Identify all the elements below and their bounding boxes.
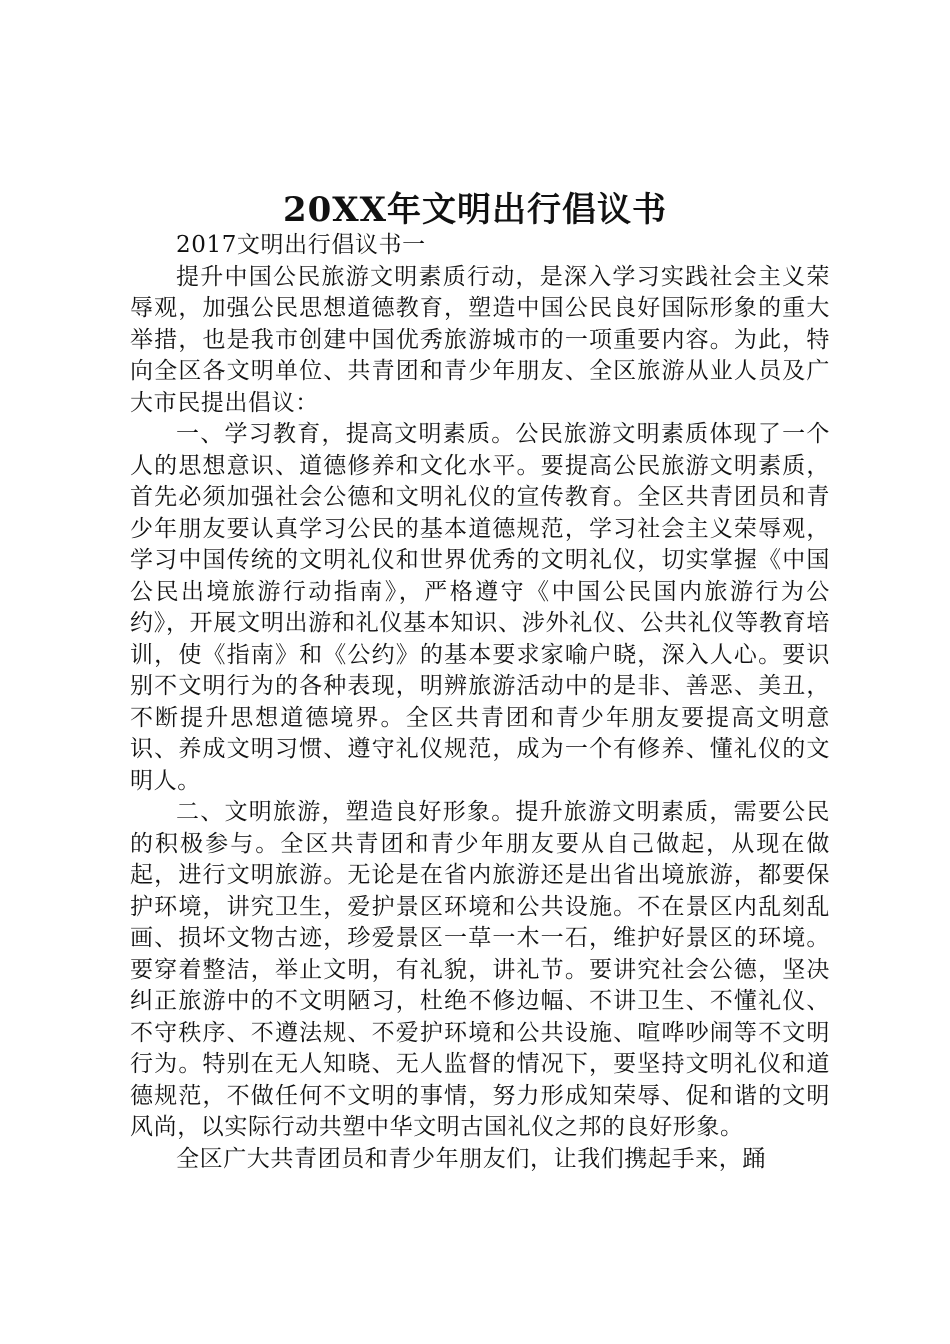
document-body: [130, 230, 830, 1175]
paragraph-intro: 提升中国公民旅游文明素质行动，是深入学习实践社会主义荣辱观，加强公民思想道德教育，塑造中国公民良好国际形象的重大举措，也是我市创建中国优秀旅游城市的一项重要内容。为此，特向全区各文明单位、共青团和青少年朋友、全区旅游从业人员及广大市民提出倡议：: [130, 263, 830, 416]
paragraph-closing: 全区广大共青团员和青少年朋友们，让我们携起手来，踊: [176, 1145, 766, 1172]
paragraph-section-two: 二、文明旅游，塑造良好形象。提升旅游文明素质，需要公民的积极参与。全区共青团和青少年朋友要从自己做起，从现在做起，进行文明旅游。无论是在省内旅游还是出省出境旅游，都要保护环境，讲究卫生，爱护景区环境和公共设施。不在景区内乱刻乱画、损坏文物古迹，珍爱景区一草一木一石，维护好景区的环境。要穿着整洁，举止文明，有礼貌，讲礼节。要讲究社会公德，坚决纠正旅游中的不文明陋习，杜绝不修边幅、不讲卫生、不懂礼仪、不守秩序、不遵法规、不爱护环境和公共设施、喧哗吵闹等不文明行为。特别在无人知晓、无人监督的情况下，要坚持文明礼仪和道德规范，不做任何不文明的事情，努力形成知荣辱、促和谐的文明风尚，以实际行动共塑中华文明古国礼仪之邦的良好形象。: [130, 799, 830, 1140]
document-subtitle: 2017文明出行倡议书一: [176, 232, 426, 258]
paragraph-section-one: 一、学习教育，提高文明素质。公民旅游文明素质体现了一个人的思想意识、道德修养和文化水平。要提高公民旅游文明素质，首先必须加强社会公德和文明礼仪的宣传教育。全区共青团员和青少年朋友要认真学习公民的基本道德规范，学习社会主义荣辱观，学习中国传统的文明礼仪和世界优秀的文明礼仪，切实掌握《中国公民出境旅游行动指南》，严格遵守《中国公民国内旅游行为公约》，开展文明出游和礼仪基本知识、涉外礼仪、公共礼仪等教育培训，使《指南》和《公约》的基本要求家喻户晓，深入人心。要识别不文明行为的各种表现，明辨旅游活动中的是非、善恶、美丑，不断提升思想道德境界。全区共青团和青少年朋友要提高文明意识、养成文明习惯、遵守礼仪规范，成为一个有修养、懂礼仪的文明人。: [130, 421, 830, 794]
document-title: 20XX年文明出行倡议书: [282, 190, 668, 230]
